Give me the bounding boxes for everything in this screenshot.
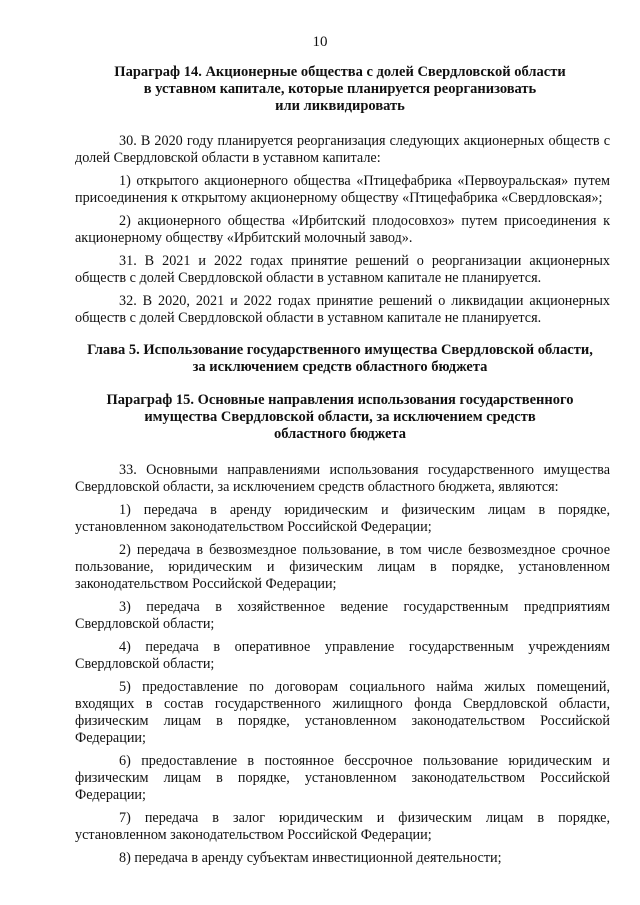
clause-33-item-2: 2) передача в безвозмездное пользование, в том числе безвозмездное срочное пользование, юридическим и физическим лицам в порядке, установленном законодательством Российской Федерации; (75, 542, 610, 592)
section-30-32 (75, 133, 610, 333)
clause-33: 33. Основными направлениями использования государственного имущества Свердловской области, за исключением средств областного бюджета, являются: (75, 462, 610, 495)
heading-line: Параграф 15. Основные направления использования государственного (106, 392, 574, 408)
heading-line: или ликвидировать (275, 98, 405, 114)
heading-line: Глава 5. Использование государственного имущества Свердловской области, (87, 342, 593, 358)
clause-32: 32. В 2020, 2021 и 2022 годах принятие решений о ликвидации акционерных обществ с долей Свердловской области в уставном капитале не планируется. (75, 293, 610, 326)
clause-33-item-1: 1) передача в аренду юридическим и физическим лицам в порядке, установленном законодательством Российской Федерации; (75, 502, 610, 535)
clause-33-item-7: 7) передача в залог юридическим и физическим лицам в порядке, установленном законодательством Российской Федерации; (75, 810, 610, 843)
heading-line: областного бюджета (274, 426, 406, 442)
clause-33-item-3: 3) передача в хозяйственное ведение государственным предприятиям Свердловской области; (75, 599, 610, 632)
heading-line: за исключением средств областного бюджета (192, 359, 488, 375)
clause-33-item-4: 4) передача в оперативное управление государственным учреждениям Свердловской области; (75, 639, 610, 672)
heading-line: Параграф 14. Акционерные общества с долей Свердловской области (114, 64, 566, 80)
clause-30-item-2: 2) акционерного общества «Ирбитский плодосовхоз» путем присоединения к акционерному обществу «Ирбитский молочный завод». (75, 213, 610, 246)
clause-30: 30. В 2020 году планируется реорганизация следующих акционерных обществ с долей Свердловской области в уставном капитале: (75, 133, 610, 166)
chapter-5-heading (60, 342, 620, 376)
section-33 (75, 462, 610, 873)
clause-31: 31. В 2021 и 2022 годах принятие решений о реорганизации акционерных обществ с долей Свердловской области в уставном капитале не планируется. (75, 253, 610, 286)
paragraph-14-heading (60, 64, 620, 115)
clause-33-item-8: 8) передача в аренду субъектам инвестиционной деятельности; (119, 850, 502, 866)
clause-33-item-6: 6) предоставление в постоянное бессрочное пользование юридическим и физическим лицам в порядке, установленном законодательством Российской Федерации; (75, 753, 610, 803)
heading-line: имущества Свердловской области, за исключением средств (144, 409, 536, 425)
heading-line: в уставном капитале, которые планируется реорганизовать (143, 81, 537, 97)
clause-30-item-1: 1) открытого акционерного общества «Птицефабрика «Первоуральская» путем присоединения к открытому акционерному обществу «Птицефабрика «Свердловская»; (75, 173, 610, 206)
clause-33-item-5: 5) предоставление по договорам социального найма жилых помещений, входящих в состав государственного жилищного фонда Свердловской области, физическим лицам в порядке, установленном законодательством Российской Федерации; (75, 679, 610, 746)
paragraph-15-heading (60, 392, 620, 443)
page-number: 10 (312, 34, 328, 50)
